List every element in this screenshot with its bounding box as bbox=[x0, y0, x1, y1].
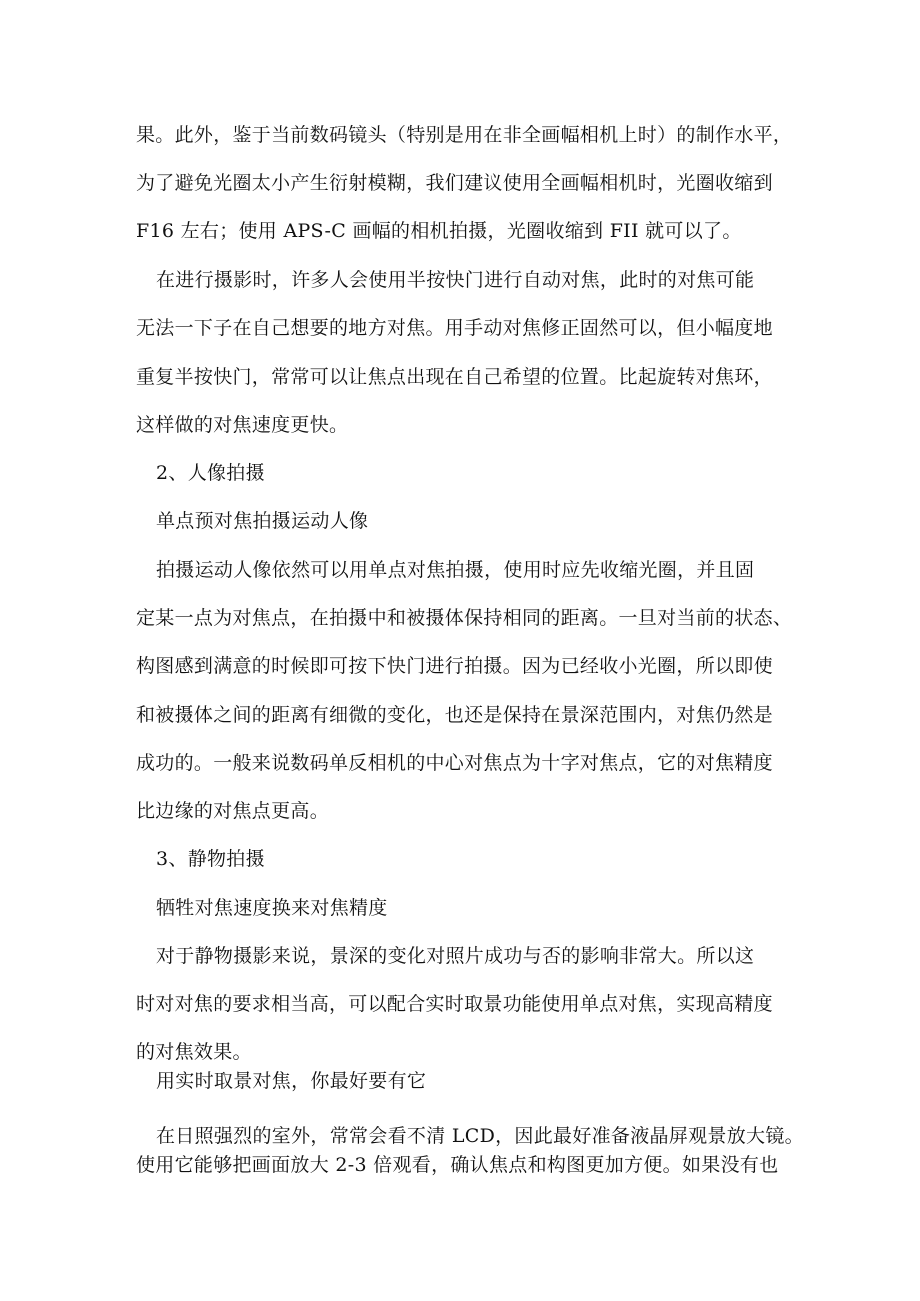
text-line-7: 这样做的对焦速度更快。 bbox=[136, 414, 349, 436]
subheading-live-view: 用实时取景对焦，你最好要有它 bbox=[156, 1070, 427, 1092]
text-line-2: 为了避免光圈太小产生衍射模糊，我们建议使用全画幅相机时，光圈收缩到 bbox=[136, 172, 773, 194]
text-line-18: 对于静物摄影来说，景深的变化对照片成功与否的影响非常大。所以这 bbox=[156, 945, 755, 967]
text-line-3: F16 左右；使用 APS-C 画幅的相机拍摄，光圈收缩到 FII 就可以了。 bbox=[136, 220, 742, 242]
text-line-23: 使用它能够把画面放大 2-3 倍观看，确认焦点和构图更加方便。如果没有也 bbox=[136, 1154, 779, 1176]
text-line-5: 无法一下子在自己想要的地方对焦。用手动对焦修正固然可以，但小幅度地 bbox=[136, 317, 773, 339]
text-line-14: 成功的。一般来说数码单反相机的中心对焦点为十字对焦点，它的对焦精度 bbox=[136, 752, 773, 774]
section-heading-still-life: 3、静物拍摄 bbox=[156, 848, 265, 870]
subheading-single-point: 单点预对焦拍摄运动人像 bbox=[156, 510, 369, 532]
text-line-20: 的对焦效果。 bbox=[136, 1041, 252, 1063]
text-line-1: 果。此外，鉴于当前数码镜头（特别是用在非全画幅相机上时）的制作水平， bbox=[136, 124, 793, 146]
text-line-22: 在日照强烈的室外，常常会看不清 LCD，因此最好准备液晶屏观景放大镜。 bbox=[156, 1125, 804, 1147]
subheading-precision: 牺牲对焦速度换来对焦精度 bbox=[156, 897, 388, 919]
text-line-15: 比边缘的对焦点更高。 bbox=[136, 800, 330, 822]
section-heading-portrait: 2、人像拍摄 bbox=[156, 462, 265, 484]
text-line-10: 拍摄运动人像依然可以用单点对焦拍摄，使用时应先收缩光圈，并且固 bbox=[156, 559, 755, 581]
text-line-12: 构图感到满意的时候即可按下快门进行拍摄。因为已经收小光圈，所以即使 bbox=[136, 655, 773, 677]
text-line-13: 和被摄体之间的距离有细微的变化，也还是保持在景深范围内，对焦仍然是 bbox=[136, 704, 773, 726]
text-line-6: 重复半按快门，常常可以让焦点出现在自己希望的位置。比起旋转对焦环， bbox=[136, 366, 773, 388]
text-line-19: 时对对焦的要求相当高，可以配合实时取景功能使用单点对焦，实现高精度 bbox=[136, 993, 773, 1015]
text-line-11: 定某一点为对焦点，在拍摄中和被摄体保持相同的距离。一旦对当前的状态、 bbox=[136, 607, 793, 629]
text-line-4: 在进行摄影时，许多人会使用半按快门进行自动对焦，此时的对焦可能 bbox=[156, 269, 755, 291]
